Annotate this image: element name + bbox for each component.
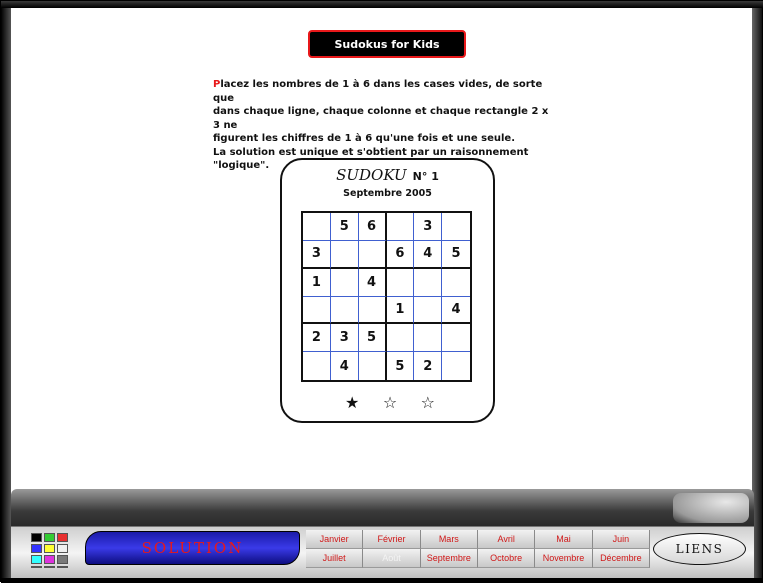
sudoku-cell: 2 [414,352,442,380]
color-swatch[interactable] [57,555,68,564]
sudoku-cell[interactable] [387,269,415,297]
sudoku-cell: 6 [387,241,415,269]
month-link[interactable]: Décembre [593,549,650,568]
sudoku-cell: 3 [414,213,442,241]
links-button[interactable]: LIENS [653,533,746,565]
month-link[interactable]: Février [363,530,420,549]
sudoku-cell: 4 [359,269,387,297]
sudoku-cell[interactable] [387,324,415,352]
sudoku-cell[interactable] [303,297,331,325]
sudoku-cell[interactable] [303,352,331,380]
sudoku-cell[interactable] [303,213,331,241]
month-link[interactable]: Janvier [306,530,363,549]
month-link[interactable]: Octobre [478,549,535,568]
month-link[interactable]: Mars [421,530,478,549]
sudoku-cell[interactable] [442,352,470,380]
instructions-first-letter: P [213,79,221,90]
color-swatch[interactable] [44,566,55,568]
sudoku-grid [301,211,472,382]
sudoku-cell[interactable] [414,324,442,352]
star-empty-icon: ☆ [382,393,398,412]
sudoku-cell: 2 [303,324,331,352]
divider-highlight [673,493,749,523]
month-link[interactable]: Septembre [421,549,478,568]
color-swatch[interactable] [31,555,42,564]
sudoku-cell[interactable] [387,213,415,241]
sudoku-cell[interactable] [359,241,387,269]
sudoku-cell: 5 [331,213,359,241]
left-border [1,1,11,583]
sudoku-cell[interactable] [442,213,470,241]
difficulty-rating [345,393,435,413]
sudoku-cell: 1 [303,269,331,297]
instructions-body: lacez les nombres de 1 à 6 dans les cases vides, de sorte que dans chaque ligne, chaque colonne et chaque rectangle 2 x 3 ne figurent les chiffres de 1 à 6 qu'une fois et une seule. La solution est unique et s'obtient par un raisonnement "logique". [213,79,549,171]
sudoku-cell[interactable] [442,324,470,352]
sudoku-title-label: SUDOKU [336,166,407,184]
color-swatch[interactable] [57,566,68,568]
sudoku-cell[interactable] [331,241,359,269]
color-swatch[interactable] [31,533,42,542]
color-swatch[interactable] [57,533,68,542]
sudoku-cell: 5 [387,352,415,380]
star-filled-icon: ★ [345,393,360,412]
sudoku-number: N° 1 [412,170,439,183]
sudoku-title [282,166,493,184]
color-swatch[interactable] [44,533,55,542]
color-swatch[interactable] [44,555,55,564]
sudoku-cell[interactable] [359,297,387,325]
top-border [1,1,763,8]
sudoku-cell[interactable] [331,297,359,325]
sudoku-cell: 3 [303,241,331,269]
month-link[interactable]: Avril [478,530,535,549]
sudoku-cell[interactable] [414,297,442,325]
color-swatch[interactable] [31,566,42,568]
month-menu [306,530,650,568]
color-swatch[interactable] [31,544,42,553]
color-swatch[interactable] [44,544,55,553]
sudoku-cell[interactable] [442,269,470,297]
sudoku-cell: 5 [359,324,387,352]
color-swatch[interactable] [57,544,68,553]
sudoku-cell: 3 [331,324,359,352]
sudoku-cell[interactable] [359,352,387,380]
page-title: Sudokus for Kids [308,30,466,58]
sudoku-cell: 5 [442,241,470,269]
month-link[interactable]: Mai [535,530,592,549]
bottom-border [1,578,763,583]
month-link[interactable]: Novembre [535,549,592,568]
divider-bar [11,489,754,526]
month-link[interactable]: Juin [593,530,650,549]
sudoku-cell: 1 [387,297,415,325]
sudoku-date: Septembre 2005 [343,188,432,199]
month-link[interactable]: Juillet [306,549,363,568]
sudoku-cell[interactable] [331,269,359,297]
sudoku-cell: 4 [442,297,470,325]
sudoku-cell[interactable] [414,269,442,297]
sudoku-cell: 6 [359,213,387,241]
sudoku-cell: 4 [331,352,359,380]
month-link: Août [363,549,420,568]
star-empty-icon: ☆ [420,393,435,412]
color-palette [31,533,71,564]
sudoku-cell: 4 [414,241,442,269]
solution-button[interactable]: SOLUTION [85,531,300,565]
